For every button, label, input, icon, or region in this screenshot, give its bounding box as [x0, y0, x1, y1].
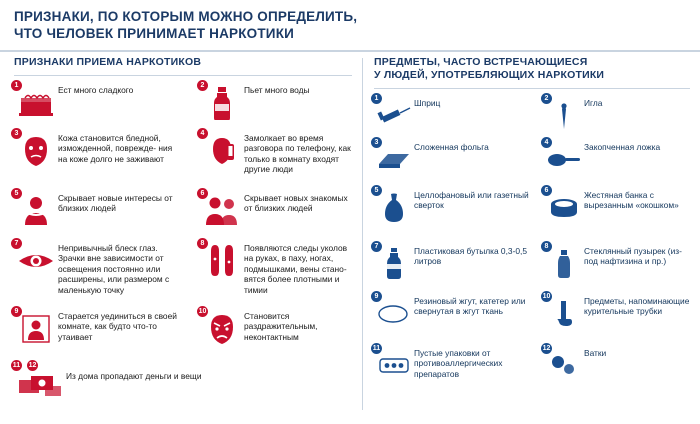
empty-blister-icon [374, 346, 414, 386]
list-item-label: Кожа становится бледной, изможденной, поврежде- ния на коже долго не заживают [58, 133, 173, 164]
list-item [544, 188, 690, 228]
item-number-badge: 7 [371, 241, 382, 252]
list-item-label: Игла [584, 98, 603, 108]
syringe-icon [374, 96, 414, 136]
list-item [544, 346, 690, 386]
item-number-badge: 3 [371, 137, 382, 148]
list-item [14, 309, 182, 349]
smoking-pipe-icon [544, 294, 584, 334]
item-number-badge: 9 [371, 291, 382, 302]
list-item-label: Предметы, напоминающие курительные трубки [584, 296, 690, 317]
list-item [200, 309, 352, 349]
list-item [544, 96, 690, 136]
list-item-label: Старается уединиться в своей комнате, как будто что-то утаивает [58, 311, 177, 342]
list-item-label: Пьет много воды [244, 85, 310, 95]
list-item-label: Скрывает новых знакомых от близких людей [244, 193, 348, 214]
rubber-tourniquet-icon [374, 294, 414, 334]
left-title-divider [14, 75, 352, 76]
cotton-swab-icon [544, 346, 584, 386]
water-bottle-icon [200, 83, 244, 123]
item-number-badge: 11 [372, 345, 381, 352]
list-item [544, 244, 690, 284]
list-item-label: Резиновый жгут, катетер или свернутая в жгут ткань [414, 296, 526, 317]
plastic-bag-icon [374, 188, 414, 228]
face-pale-icon [14, 131, 58, 171]
item-number-badge: 3 [11, 128, 22, 139]
left-column-title: ПРИЗНАКИ ПРИЕМА НАРКОТИКОВ [14, 56, 202, 68]
plastic-bottle-icon [374, 244, 414, 284]
burnt-spoon-icon [544, 140, 584, 180]
right-column-title-line2: У ЛЮДЕЙ, УПОТРЕБЛЯЮЩИХ НАРКОТИКИ [374, 69, 605, 81]
header-divider [0, 50, 700, 52]
eye-icon [14, 241, 58, 281]
list-item-label: Непривычный блеск глаз. Зрачки вне зависимости от освещения постоянно или расширены, или размером с маленькую точку [58, 243, 170, 295]
list-item-label: Ватки [584, 348, 607, 358]
phone-talk-icon [200, 131, 244, 171]
item-number-badge: 4 [541, 137, 552, 148]
list-item-label: Шприц [414, 98, 441, 108]
item-number-badge: 4 [197, 128, 208, 139]
right-items-list [374, 96, 690, 416]
list-item [14, 363, 274, 403]
cake-icon [14, 83, 58, 123]
item-number-badge: 11 [12, 362, 21, 369]
list-item [374, 244, 530, 284]
list-item [14, 191, 182, 231]
list-item [544, 140, 690, 180]
list-item [374, 294, 530, 334]
list-item-label: Пустые упаковки от противоаллергических препаратов [414, 348, 503, 379]
tin-can-icon [544, 188, 584, 228]
list-item [374, 346, 530, 386]
list-item-label: Из дома пропадают деньги и вещи [66, 371, 202, 381]
item-number-badge: 10 [542, 293, 551, 300]
arms-injection-marks-icon [200, 241, 244, 281]
page-title-line2: ЧТО ЧЕЛОВЕК ПРИНИМАЕТ НАРКОТИКИ [14, 26, 295, 41]
footer-band [0, 414, 700, 424]
list-item [200, 131, 352, 175]
page-title [14, 8, 674, 42]
list-item-label: Замолкает во время разговора по телефону, как только в комнату входят другие люди [244, 133, 351, 175]
list-item [374, 140, 530, 180]
list-item-label: Пластиковая бутылка 0,3-0,5 литров [414, 246, 528, 267]
item-number-badge: 7 [11, 238, 22, 249]
item-number-badge: 9 [11, 306, 22, 317]
item-number-badge: 2 [197, 80, 208, 91]
item-number-badge: 1 [11, 80, 22, 91]
list-item-label: Сложенная фольга [414, 142, 489, 152]
left-column [14, 56, 352, 403]
list-item [14, 131, 182, 171]
list-item [200, 83, 352, 123]
list-item [374, 188, 530, 228]
list-item [374, 96, 530, 136]
right-title-divider [374, 88, 690, 89]
item-number-badge: 6 [541, 185, 552, 196]
glass-vial-icon [544, 244, 584, 284]
person-hidden-icon [14, 191, 58, 231]
left-items-list [14, 83, 352, 403]
angry-face-icon [200, 309, 244, 349]
list-item [200, 241, 352, 295]
two-people-icon [200, 191, 244, 231]
page-header [0, 0, 700, 52]
item-number-badge: 8 [197, 238, 208, 249]
list-item-label: Появляются следы уколов на руках, в паху, ногах, подмышками, вены стано- вятся более плотными и тимии [244, 243, 348, 295]
folded-foil-icon [374, 140, 414, 180]
money-disappear-icon [14, 363, 66, 403]
item-number-badge: 6 [197, 188, 208, 199]
needle-icon [544, 96, 584, 136]
right-column [374, 56, 690, 416]
item-number-badge: 2 [541, 93, 552, 104]
page-title-line1: ПРИЗНАКИ, ПО КОТОРЫМ МОЖНО ОПРЕДЕЛИТЬ, [14, 9, 358, 24]
item-number-badge: 5 [11, 188, 22, 199]
list-item [14, 241, 182, 295]
column-divider [362, 58, 363, 410]
person-room-icon [14, 309, 58, 349]
list-item-label: Ест много сладкого [58, 85, 134, 95]
list-item [14, 83, 182, 123]
list-item [544, 294, 690, 334]
list-item-label: Целлофановый или газетный сверток [414, 190, 529, 211]
right-column-title-line1: ПРЕДМЕТЫ, ЧАСТО ВСТРЕЧАЮЩИЕСЯ [374, 56, 588, 68]
right-column-title [374, 56, 690, 82]
item-number-badge: 5 [371, 185, 382, 196]
list-item-label: Жестяная банка с вырезанным «окошком» [584, 190, 679, 211]
list-item-label: Закопченная ложка [584, 142, 661, 152]
item-number-badge: 12 [542, 345, 551, 352]
item-number-badge: 8 [541, 241, 552, 252]
item-number-badge: 1 [371, 93, 382, 104]
list-item [200, 191, 352, 231]
item-number-badge: 10 [198, 308, 207, 315]
list-item-label: Становится раздражительным, неконтактным [244, 311, 318, 342]
item-number-badge-secondary: 12 [28, 362, 37, 369]
list-item-label: Скрывает новые интересы от близких людей [58, 193, 173, 214]
list-item-label: Стеклянный пузырек (из-под нафтизина и пр.) [584, 246, 682, 267]
